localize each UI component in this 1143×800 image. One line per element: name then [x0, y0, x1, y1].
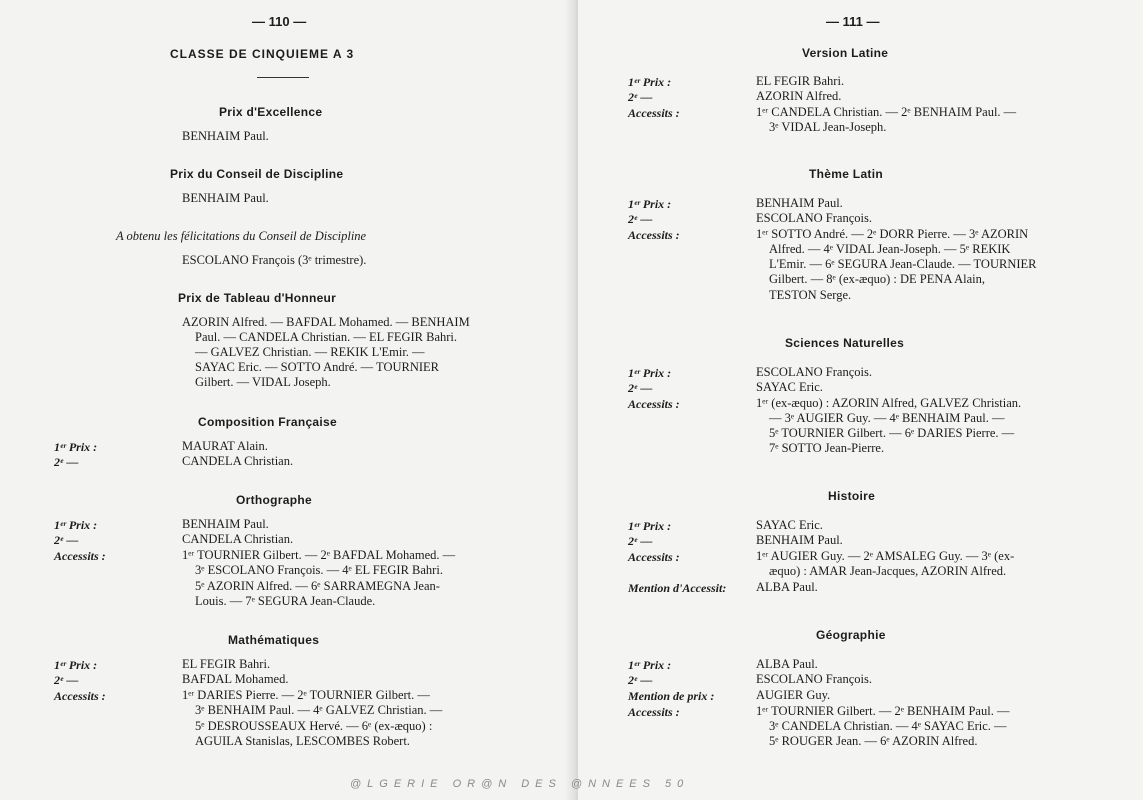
award-line: SAYAC Eric. — SOTTO André. — TOURNIER — [195, 360, 439, 374]
section-heading: Prix d'Excellence — [219, 105, 323, 119]
award-line: 5ᵉ TOURNIER Gilbert. — 6ᵉ DARIES Pierre. — — [769, 426, 1015, 440]
award-line: 1ᵉʳ SOTTO André. — 2ᵉ DORR Pierre. — 3ᵉ AZORIN — [756, 227, 1029, 241]
award-name: ESCOLANO François. — [756, 211, 872, 225]
prize-label: 2ᵉ — — [628, 534, 653, 548]
prize-label: 1ᵉʳ Prix : — [628, 519, 672, 533]
award-line: æquo) : AMAR Jean-Jacques, AZORIN Alfred. — [769, 564, 1007, 578]
section-heading: Prix de Tableau d'Honneur — [178, 291, 337, 305]
prize-label: 1ᵉʳ Prix : — [54, 440, 98, 454]
award-line: Louis. — 7ᵉ SEGURA Jean-Claude. — [195, 594, 376, 608]
award-name: MAURAT Alain. — [182, 439, 268, 453]
award-name: AZORIN Alfred. — [756, 89, 842, 103]
award-name: AUGIER Guy. — [756, 688, 831, 702]
section-heading: Orthographe — [236, 493, 312, 507]
award-name: BENHAIM Paul. — [182, 517, 269, 531]
prize-label: 2ᵉ — — [54, 533, 79, 547]
watermark: @LGERIE OR@N DES @NNEES 50 — [350, 778, 690, 790]
award-name: BENHAIM Paul. — [182, 129, 269, 143]
award-name: BAFDAL Mohamed. — [182, 672, 289, 686]
section-heading: Prix du Conseil de Discipline — [170, 167, 344, 181]
right-page — [578, 0, 1143, 800]
prize-label: Accessits : — [54, 549, 106, 563]
section-heading: Version Latine — [802, 46, 889, 60]
prize-label: 1ᵉʳ Prix : — [54, 658, 98, 672]
prize-label: 1ᵉʳ Prix : — [628, 658, 672, 672]
prize-label: 1ᵉʳ Prix : — [54, 518, 98, 532]
award-name: EL FEGIR Bahri. — [756, 74, 845, 88]
award-line: 1ᵉʳ AUGIER Guy. — 2ᵉ AMSALEG Guy. — 3ᵉ (ex- — [756, 549, 1015, 563]
page-number: — 110 — — [252, 14, 307, 29]
award-line: 1ᵉʳ TOURNIER Gilbert. — 2ᵉ BAFDAL Mohamed. — — [182, 548, 456, 562]
award-line: 3ᵉ ESCOLANO François. — 4ᵉ EL FEGIR Bahri. — [195, 563, 443, 577]
award-line: — 3ᵉ AUGIER Guy. — 4ᵉ BENHAIM Paul. — — [769, 411, 1005, 425]
prize-label: Accessits : — [628, 106, 680, 120]
award-line: 3ᵉ BENHAIM Paul. — 4ᵉ GALVEZ Christian. — — [195, 703, 443, 717]
award-name: BENHAIM Paul. — [756, 533, 843, 547]
prize-label: Accessits : — [628, 397, 680, 411]
award-line: 1ᵉʳ TOURNIER Gilbert. — 2ᵉ BENHAIM Paul. — — [756, 704, 1010, 718]
award-name: BENHAIM Paul. — [756, 196, 843, 210]
felicitations-note: A obtenu les félicitations du Conseil de Discipline — [116, 229, 367, 243]
prize-label: 2ᵉ — — [628, 212, 653, 226]
section-heading: Mathématiques — [228, 633, 320, 647]
prize-label: Mention de prix : — [628, 689, 715, 703]
award-line: Gilbert. — 8ᵉ (ex-æquo) : DE PENA Alain, — [769, 272, 986, 286]
award-name: ALBA Paul. — [756, 580, 818, 594]
prize-label: 2ᵉ — — [54, 673, 79, 687]
award-name: SAYAC Eric. — [756, 518, 823, 532]
prize-label: 1ᵉʳ Prix : — [628, 366, 672, 380]
award-name: CANDELA Christian. — [182, 532, 294, 546]
prize-label: 2ᵉ — — [54, 455, 79, 469]
prize-label: 1ᵉʳ Prix : — [628, 75, 672, 89]
award-line: AZORIN Alfred. — BAFDAL Mohamed. — BENHAIM — [182, 315, 470, 329]
award-name: CANDELA Christian. — [182, 454, 294, 468]
section-heading: Thème Latin — [809, 167, 883, 181]
award-line: — GALVEZ Christian. — REKIK L'Emir. — — [195, 345, 425, 359]
section-heading: Composition Française — [198, 415, 337, 429]
prize-label: Accessits : — [628, 228, 680, 242]
prize-label: 1ᵉʳ Prix : — [628, 197, 672, 211]
award-line: 1ᵉʳ (ex-æquo) : AZORIN Alfred, GALVEZ Christian. — [756, 396, 1022, 410]
award-line: 1ᵉʳ CANDELA Christian. — 2ᵉ BENHAIM Paul. — — [756, 105, 1017, 119]
prize-label: Mention d'Accessit: — [628, 581, 727, 595]
award-line: L'Emir. — 6ᵉ SEGURA Jean-Claude. — TOURNIER — [769, 257, 1037, 271]
prize-label: Accessits : — [54, 689, 106, 703]
award-name: EL FEGIR Bahri. — [182, 657, 271, 671]
class-title: CLASSE DE CINQUIEME A 3 — [170, 47, 355, 61]
prize-label: 2ᵉ — — [628, 673, 653, 687]
award-name: SAYAC Eric. — [756, 380, 823, 394]
award-line: 3ᵉ CANDELA Christian. — 4ᵉ SAYAC Eric. — — [769, 719, 1007, 733]
award-name: BENHAIM Paul. — [182, 191, 269, 205]
prize-label: Accessits : — [628, 705, 680, 719]
prize-label: 2ᵉ — — [628, 381, 653, 395]
award-name: ESCOLANO François (3ᵉ trimestre). — [182, 253, 367, 267]
prize-label: Accessits : — [628, 550, 680, 564]
award-line: Paul. — CANDELA Christian. — EL FEGIR Bahri. — [195, 330, 458, 344]
section-heading: Sciences Naturelles — [785, 336, 905, 350]
award-line: Gilbert. — VIDAL Joseph. — [195, 375, 331, 389]
award-line: 5ᵉ DESROUSSEAUX Hervé. — 6ᵉ (ex-æquo) : — [195, 719, 433, 733]
award-name: ESCOLANO François. — [756, 365, 872, 379]
award-line: 1ᵉʳ DARIES Pierre. — 2ᵉ TOURNIER Gilbert. — — [182, 688, 430, 702]
section-heading: Histoire — [828, 489, 876, 503]
award-name: ALBA Paul. — [756, 657, 818, 671]
award-line: AGUILA Stanislas, LESCOMBES Robert. — [195, 734, 410, 748]
award-line: 7ᵉ SOTTO Jean-Pierre. — [769, 441, 885, 455]
award-line: 3ᵉ VIDAL Jean-Joseph. — [769, 120, 887, 134]
section-heading: Géographie — [816, 628, 886, 642]
award-line: 5ᵉ ROUGER Jean. — 6ᵉ AZORIN Alfred. — [769, 734, 978, 748]
award-name: ESCOLANO François. — [756, 672, 872, 686]
prize-label: 2ᵉ — — [628, 90, 653, 104]
page-number: — 111 — — [826, 14, 880, 29]
award-line: Alfred. — 4ᵉ VIDAL Jean-Joseph. — 5ᵉ REKIK — [769, 242, 1011, 256]
award-line: 5ᵉ AZORIN Alfred. — 6ᵉ SARRAMEGNA Jean- — [195, 579, 440, 593]
title-rule — [257, 77, 309, 78]
award-line: TESTON Serge. — [769, 288, 852, 302]
